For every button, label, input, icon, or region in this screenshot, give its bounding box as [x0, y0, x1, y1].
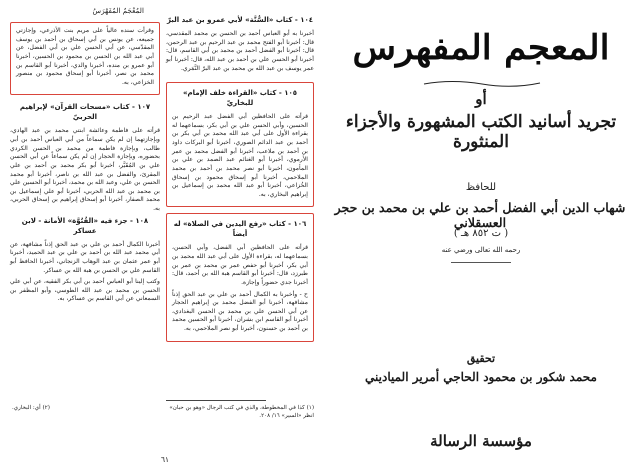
- entry-104-title: ١٠٤ - كتاب «السُّنَّة» لأبي عمرو بن عبد البرّ: [166, 16, 314, 24]
- page-number: ٦١: [160, 455, 170, 464]
- entry-105-text: قرأته على الحافظين أبي الفضل عبد الرحيم بن الحسين، وأبي الحسن علي بن أبي بكر، بسماعهما له بقراءة الأول على أبي عبد الله محمد بن أبي بكر بن أحمد بن عبد الدائم الصوري، أخبرنا أبو البركات داود بن أحمد بن ملاعب، أخبرنا أبو الفضل محمد بن عمر الأرموي، أخبرنا أبو الغنائم عبد الصمد بن علي بن المأمون، أخبرنا أبو نصر محمد بن أحمد بن محمد الملاحمي، أخبرنا أبو إسحاق محمود بن إسحاق الخُزاعي، أخبرنا أبو عبد الله محمد بن إسماعيل بن إبراهيم البخاري، به.: [172, 113, 308, 198]
- entry-106-text-2: ح - وأخبرنا به الكمال أحمد بن علي بن عبد الحق إذناً مشافهة، أخبرنا أبو الفضل محمد بن إبراهيم الحجار عن أبي الحسن علي بن محمد بن الحسن البغدادي، أخبرنا أبو القاسم ابن بشران، أخبرنا أبو الحسين محمد بن أحمد بن حسنون، أخبرنا أبو نصر الملاحمي، به.: [172, 290, 308, 333]
- continuation-highlight-box: [10, 22, 160, 95]
- entry-106-title: ١٠٦ - كتاب «رفع اليدين في الصلاة» له أيضاً: [173, 220, 307, 239]
- death-year: ( ت ٨٥٢ هـ ): [453, 228, 509, 239]
- ornament-divider: [451, 262, 511, 263]
- continuation-text: وقرأت سنده عالياً على مريم بنت الأذرعي، وإجازتي جميعه، عن يونس بن أبي إسحاق بن أحمد بن يوسف المقدّسي، عن أبي الحسن علي بن أبي الفضل، عن أبي عبد الله بن الحسن بن محمود بن الحسين، أخبرنا أبو عمرو بن منده، أخبرنا والدي، أخبرنا أبو القاسم بن محمد بن نصر، أخبرنا أبو إسحاق محمود بن منصور الخزاعي، به.: [16, 27, 154, 86]
- entry-108-title: ١٠٨ - جزء فيه «الفُتُوَّة» الأمانة - لابن عساكر: [21, 216, 149, 235]
- entry-104-text: أخبرنا به أبو العباس أحمد بن الحسن بن محمد المقدسي، قال: أخبرنا أبو الفتح محمد بن عبد الرحيم بن عبد الرحمن، قال: أخبرنا أبو الفضل أحمد بن محمد بن أبي القاسم، قال: أخبرنا أبو الحسن علي بن أحمد بن عبد الله، قال: أخبرنا أبو عمر يوسف بن عبد الله بن محمد بن عبد البرّ النَّمَري.: [166, 29, 314, 72]
- entry-107: [10, 103, 160, 213]
- book-title: المعجم المفهرس: [352, 28, 610, 68]
- footnote-divider: [166, 400, 266, 401]
- author-name: شهاب الدين أبي الفضل أحمد بن علي بن محمد بن حجر العسقلاني: [334, 200, 626, 230]
- running-head: المُعْجَمُ المُفَهْرَسُ: [92, 6, 144, 15]
- editor-name: محمد شكور بن محمود الحاجي أمرير المياديني: [365, 370, 597, 384]
- entry-106-text-1: قرأته على الحافظين أبي الفضل، وأبي الحسن، بسماعهما له، بقراءة الأول على أبي عبد الله محمد بن أبي بكر، أخبرنا أبو حفص عمر بن محمد بن عمر بن طبرزد، قال: أخبرنا أبو القاسم هبة الله بن أحمد، قال: أخبرنا جدي حضوراً وإجازة.: [172, 244, 308, 286]
- author-label: للحافظ: [465, 182, 497, 193]
- title-connector: أو: [475, 90, 487, 108]
- entry-107-title: ١٠٧ - كتاب «مسحات القرآن» لإبراهيم الحربيّ: [19, 103, 151, 122]
- footnote-right: (١) كذا في المخطوطة، والذي في كتب الرجال «وهو بن حبان» انظر «السير» ١٦/ ٢٠٨.: [169, 405, 314, 420]
- title-page: [322, 0, 640, 470]
- entry-106-highlight-box: [166, 213, 314, 341]
- entry-108: [10, 217, 160, 304]
- editor-label: تحقيق: [466, 352, 496, 365]
- footnote-left: [12, 404, 162, 412]
- entry-105-title: ١٠٥ - كتاب «القراءة خلف الإمام» للبخاريّ: [182, 89, 298, 108]
- publisher-name: مؤسسة الرسالة: [430, 432, 532, 450]
- entry-105-highlight-box: [166, 82, 314, 207]
- footnote-left-text: (٢) أي: البخاري.: [12, 405, 50, 411]
- entry-104: [166, 16, 314, 73]
- right-text-column: [166, 14, 314, 342]
- entry-108-text-1: أخبرنا الكمال أحمد بن علي بن عبد الحق إذناً مشافهة، عن أبي محمد عبد الله بن أحمد بن علي بن عبد الحميد، أخبرنا أبو عمر عثمان بن عبد الوهاب الزنجاني، أخبرنا الحافظ أبو القاسم علي بن الحسن بن هبة الله بن عساكر.: [10, 240, 160, 274]
- blessing: رحمه الله تعالى ورضي عنه: [441, 246, 521, 254]
- book-subtitle: تجريد أسانيد الكتب المشهورة والأجزاء المنثورة: [345, 112, 617, 152]
- left-text-column: [10, 22, 160, 307]
- title-flourish-icon: [422, 78, 542, 88]
- entry-108-text-2: وكتب إلينا أبو العباس أحمد بن أبي بكر الفقيه، عن أبي علي الحسن بن محمد بن عبد الله الطوسي، وأبو المظفر بن السمعاني عن أبي القاسم بن عساكر، به.: [10, 278, 160, 303]
- entry-107-text: قرأته على فاطمة وعائشة ابنتي محمد بن عبد الهادي، وبإجازتهما إن لم يكن سماعاً من أبي العباس أحمد بن أبي طالب، وبإجازة فاطمة من محمد بن الحسن الكردي بحضوره، وبإجازة الحجار إن لم يكن سماعاً عن أبي الحسن علي بن المُقَيَّر، أخبرنا أبو بكر محمد بن أحمد بن علي المقرئ، والفضل بن عبد الله بن ناصر، أخبرنا أبو محمد الحسن بن علي، وعبد الله بن محمد، أخبرنا أبو الحسين علي بن محمد بن عبد الله الحربي، أخبرنا أبو علي إسماعيل بن محمد الصفار، أخبرنا أبو إسحاق إبراهيم بن إسحاق الحربي، به.: [10, 127, 160, 213]
